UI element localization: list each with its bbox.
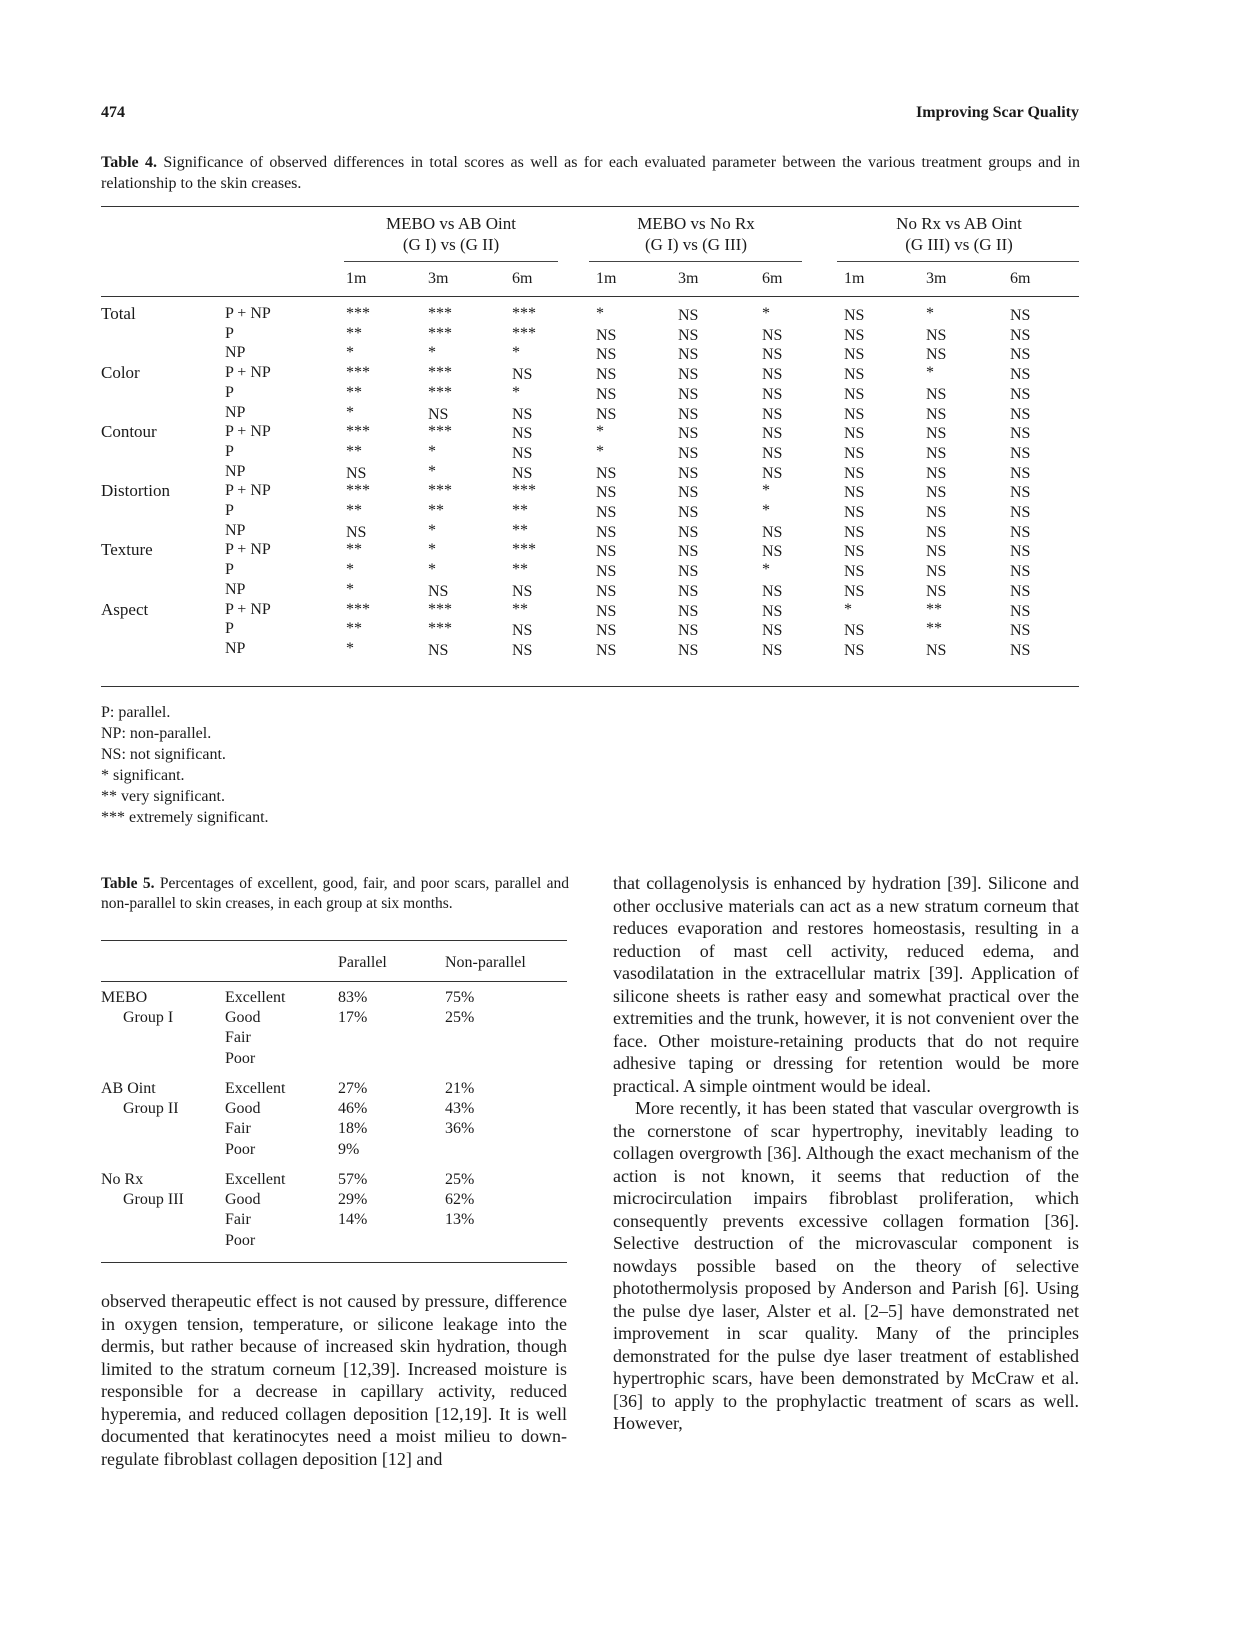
group-label: No Rx [101, 1171, 144, 1188]
group-label: AB Oint [101, 1080, 156, 1097]
significance-cell: NS [346, 523, 367, 541]
significance-cell: ** [926, 600, 942, 618]
significance-cell: NS [844, 346, 865, 364]
running-head: Improving Scar Quality [916, 104, 1079, 121]
nonparallel-value: 62% [445, 1191, 475, 1209]
significance-cell: * [346, 639, 354, 657]
grade-label: Fair [225, 1211, 251, 1229]
top-rule [101, 940, 567, 941]
group-header-line: (G I) vs (G III) [645, 235, 747, 254]
bottom-rule [101, 1262, 567, 1263]
significance-cell: *** [346, 600, 370, 618]
nonparallel-value: 25% [445, 1009, 475, 1027]
significance-cell: * [596, 305, 604, 322]
significance-cell: NS [1010, 346, 1031, 364]
column-header: 3m [926, 270, 947, 287]
significance-cell: * [428, 541, 436, 559]
significance-cell: *** [346, 482, 370, 500]
group-sublabel: Group I [123, 1009, 174, 1027]
body-paragraph: More recently, it has been stated that vascular overgrowth is the cornerstone of scar hypertrophy, inevitably leading to collagen overgrowth [36]. Although the exact mechanism of the action is not known, it seems that reduction of the microcirculation impairs fibroblast proliferation, which consequently prevents excessive collagen formation [36]. Selective destruction of the microvascular component is nowdays possible based on the theory of selective photothermolysis proposed by Anderson and Parish [6]. Using the pulse dye laser, Alster et al. [2–5] have demonstrated net improvement in scar quality. Many of the principles demonstrated for the pulse dye laser treatment of established hypertrophic scars, have been demonstrated by McCraw et al. [36] to apply to the prophylactic treatment of scars as well. However, [613, 1098, 1079, 1433]
table5-caption [101, 874, 569, 914]
subgroup-label: P [225, 561, 234, 579]
legend-item: ** very significant. [101, 788, 225, 805]
significance-cell: NS [1010, 582, 1031, 600]
significance-cell: NS [1010, 444, 1031, 462]
top-rule [101, 206, 1079, 207]
significance-cell: * [512, 383, 520, 401]
significance-cell: NS [596, 523, 617, 541]
significance-cell: NS [1010, 602, 1031, 620]
significance-cell: NS [512, 444, 533, 462]
grade-label: Good [225, 1191, 261, 1209]
significance-cell: *** [428, 423, 452, 441]
significance-cell: NS [926, 346, 947, 364]
nonparallel-value: 36% [445, 1120, 475, 1138]
subgroup-label: P + NP [225, 305, 271, 322]
significance-cell: NS [926, 543, 947, 561]
significance-cell: ** [346, 541, 362, 559]
table4-caption-text: Significance of observed differences in total scores as well as for each evaluated parameter between the various treatment groups and in relationship to the skin creases. [101, 154, 1081, 192]
parallel-value: 29% [338, 1191, 368, 1209]
table4-legend [101, 702, 269, 828]
significance-cell: ** [512, 600, 528, 618]
parallel-value: 17% [338, 1009, 368, 1027]
significance-cell: *** [512, 541, 536, 559]
significance-cell: * [346, 403, 354, 421]
significance-cell: ** [512, 502, 528, 519]
significance-cell: ** [512, 561, 528, 579]
significance-cell: NS [844, 405, 865, 423]
grade-label: Poor [225, 1140, 256, 1158]
significance-cell: * [428, 442, 436, 460]
group-header-line: MEBO vs AB Oint [386, 214, 516, 233]
significance-cell: NS [1010, 543, 1031, 561]
table5-caption-text: Percentages of excellent, good, fair, and poor scars, parallel and non-parallel to skin creases, in each group at six months. [101, 875, 569, 912]
legend-item: * significant. [101, 767, 185, 784]
significance-cell: NS [844, 326, 865, 344]
significance-cell: NS [1010, 464, 1031, 482]
significance-cell: NS [512, 622, 533, 640]
significance-cell: NS [512, 405, 533, 423]
significance-cell: * [596, 423, 604, 441]
subgroup-label: NP [225, 403, 246, 421]
column-header: 6m [762, 270, 783, 287]
significance-cell: NS [762, 425, 783, 443]
significance-cell: NS [844, 425, 865, 443]
subgroup-label: P [225, 620, 234, 638]
significance-cell: NS [512, 582, 533, 600]
grade-label: Fair [225, 1029, 251, 1047]
significance-cell: * [428, 521, 436, 539]
significance-cell: NS [926, 385, 947, 403]
body-paragraph: observed therapeutic effect is not caused by pressure, difference in oxygen tension, temperature, or silicone leakage into the dermis, but rather because of increased skin hydration, though limited to the stratum corneum [12,39]. Increased moisture is responsible for a decrease in capillary activity, reduced hyperemia, and reduced collagen deposition [12,19]. It is well documented that keratinocytes need a moist milieu to down-regulate fibroblast collagen deposition [12] and [101, 1291, 567, 1469]
significance-cell: NS [844, 484, 865, 502]
significance-cell: ** [512, 521, 528, 539]
significance-cell: ** [346, 502, 362, 519]
group-sublabel: Group III [123, 1191, 184, 1209]
parameter-label: Contour [101, 422, 157, 442]
significance-cell: * [346, 344, 354, 362]
significance-cell: NS [1010, 307, 1031, 324]
significance-cell: * [762, 482, 770, 500]
significance-cell: *** [428, 305, 452, 322]
group-header [576, 213, 816, 255]
significance-cell: * [844, 600, 852, 618]
significance-cell: NS [844, 543, 865, 561]
column-header: 1m [346, 270, 367, 287]
significance-cell: NS [596, 346, 617, 364]
significance-cell: * [512, 344, 520, 362]
significance-cell: NS [1010, 523, 1031, 541]
legend-item: *** extremely significant. [101, 809, 269, 826]
legend-item: P: parallel. [101, 704, 171, 721]
significance-cell: NS [346, 464, 367, 482]
significance-cell: NS [762, 543, 783, 561]
parameter-label: Color [101, 363, 140, 383]
column-header: 6m [512, 270, 533, 287]
significance-cell: NS [926, 484, 947, 502]
significance-cell: NS [678, 346, 699, 364]
significance-cell: * [428, 462, 436, 480]
subgroup-label: P + NP [225, 482, 271, 500]
significance-cell: NS [678, 602, 699, 620]
significance-cell: NS [1010, 641, 1031, 659]
significance-cell: NS [762, 464, 783, 482]
significance-cell: NS [926, 405, 947, 423]
significance-cell: *** [428, 383, 452, 401]
significance-cell: NS [678, 385, 699, 403]
significance-cell: NS [1010, 385, 1031, 403]
grade-label: Excellent [225, 1080, 286, 1097]
significance-cell: NS [762, 366, 783, 384]
significance-cell: NS [844, 444, 865, 462]
significance-cell: NS [678, 504, 699, 521]
significance-cell: NS [596, 385, 617, 403]
subgroup-label: P + NP [225, 364, 271, 382]
parameter-label: Aspect [101, 599, 149, 619]
significance-cell: NS [596, 484, 617, 502]
significance-cell: NS [678, 405, 699, 423]
significance-cell: *** [512, 324, 536, 342]
column-header: 3m [428, 270, 449, 287]
significance-cell: NS [1010, 622, 1031, 640]
subgroup-label: P [225, 324, 234, 342]
nonparallel-value: 75% [445, 989, 475, 1006]
subgroup-label: P + NP [225, 541, 271, 559]
significance-cell: ** [346, 383, 362, 401]
table4 [101, 206, 1079, 691]
significance-cell: NS [596, 582, 617, 600]
significance-cell: NS [844, 622, 865, 640]
bottom-rule [101, 686, 1079, 687]
significance-cell: NS [926, 444, 947, 462]
grade-label: Excellent [225, 1171, 286, 1188]
significance-cell: NS [844, 523, 865, 541]
significance-cell: NS [596, 622, 617, 640]
significance-cell: NS [844, 582, 865, 600]
column-header: 1m [844, 270, 865, 287]
subgroup-label: P [225, 502, 234, 519]
column-header: 1m [596, 270, 617, 287]
subgroup-label: NP [225, 639, 246, 657]
significance-cell: * [596, 442, 604, 460]
significance-cell: NS [678, 425, 699, 443]
significance-cell: * [762, 502, 770, 519]
significance-cell: NS [1010, 425, 1031, 443]
grade-label: Poor [225, 1231, 256, 1249]
page-number: 474 [101, 104, 125, 121]
header-rule [101, 296, 1079, 297]
significance-cell: NS [428, 405, 449, 423]
group-header-line: MEBO vs No Rx [637, 214, 755, 233]
table5 [101, 940, 567, 1264]
significance-cell: ** [346, 620, 362, 638]
significance-cell: NS [762, 582, 783, 600]
parallel-value: 14% [338, 1211, 368, 1229]
significance-cell: * [926, 305, 934, 322]
significance-cell: NS [596, 602, 617, 620]
parallel-value: 9% [338, 1140, 360, 1158]
significance-cell: NS [1010, 326, 1031, 344]
nonparallel-value: 13% [445, 1211, 475, 1229]
significance-cell: NS [926, 464, 947, 482]
significance-cell: NS [1010, 484, 1031, 502]
significance-cell: NS [596, 405, 617, 423]
subgroup-label: NP [225, 580, 246, 598]
significance-cell: NS [762, 444, 783, 462]
body-right-column [613, 872, 1079, 1435]
parallel-value: 83% [338, 989, 368, 1006]
grade-label: Poor [225, 1049, 256, 1067]
parameter-label: Texture [101, 540, 153, 560]
significance-cell: NS [428, 582, 449, 600]
significance-cell: NS [678, 523, 699, 541]
grade-label: Good [225, 1100, 261, 1118]
legend-item: NS: not significant. [101, 746, 226, 763]
significance-cell: NS [678, 326, 699, 344]
subgroup-label: P [225, 383, 234, 401]
group-sublabel: Group II [123, 1100, 179, 1118]
significance-cell: NS [512, 366, 533, 384]
significance-cell: NS [762, 385, 783, 403]
significance-cell: * [428, 344, 436, 362]
grade-label: Fair [225, 1120, 251, 1138]
column-header: Non-parallel [445, 954, 526, 971]
subgroup-label: NP [225, 462, 246, 480]
grade-label: Excellent [225, 989, 286, 1006]
significance-cell: NS [678, 444, 699, 462]
column-header: 3m [678, 270, 699, 287]
parameter-label: Distortion [101, 481, 170, 501]
significance-cell: *** [428, 364, 452, 382]
column-header: Parallel [338, 954, 387, 971]
body-paragraph: that collagenolysis is enhanced by hydration [39]. Silicone and other occlusive materials can act as a new stratum corneum that reduces evaporation and restores homeostasis, resulting in a reduction of mast cell activity, reduced edema, and vasodilatation in the extracellular matrix [39]. Application of silicone sheets is rather easy and somewhat practical over the extremities and the trunk, however, it is not convenient over the face. Other moisture-retaining products that do not require adhesive taping or dressing for retention would be more practical. A simple ointment would be ideal. [613, 873, 1079, 1096]
group-label: MEBO [101, 989, 148, 1006]
nonparallel-value: 43% [445, 1100, 475, 1118]
significance-cell: *** [346, 423, 370, 441]
significance-cell: * [346, 580, 354, 598]
group-header [331, 213, 571, 255]
significance-cell: *** [346, 305, 370, 322]
group-header [839, 213, 1079, 255]
significance-cell: * [428, 561, 436, 579]
significance-cell: * [926, 364, 934, 382]
significance-cell: *** [512, 482, 536, 500]
column-header: 6m [1010, 270, 1031, 287]
significance-cell: NS [844, 464, 865, 482]
parameter-label: Total [101, 304, 136, 323]
significance-cell: NS [512, 641, 533, 659]
significance-cell: NS [926, 425, 947, 443]
significance-cell: NS [596, 543, 617, 561]
significance-cell: NS [844, 385, 865, 403]
significance-cell: NS [844, 307, 865, 324]
significance-cell: NS [678, 366, 699, 384]
significance-cell: NS [926, 326, 947, 344]
table4-caption [101, 152, 1080, 194]
parallel-value: 18% [338, 1120, 368, 1138]
significance-cell: NS [678, 641, 699, 659]
significance-cell: * [762, 305, 770, 322]
significance-cell: NS [678, 563, 699, 581]
subgroup-label: P + NP [225, 423, 271, 441]
parallel-value: 46% [338, 1100, 368, 1118]
significance-cell: NS [1010, 504, 1031, 521]
significance-cell: *** [428, 482, 452, 500]
parallel-value: 57% [338, 1171, 368, 1188]
significance-cell: NS [926, 641, 947, 659]
significance-cell: NS [596, 366, 617, 384]
significance-cell: *** [428, 620, 452, 638]
significance-cell: *** [512, 305, 536, 322]
significance-cell: NS [512, 464, 533, 482]
significance-cell: NS [1010, 563, 1031, 581]
group-rule [837, 261, 1079, 262]
significance-cell: NS [596, 464, 617, 482]
significance-cell: NS [596, 504, 617, 521]
significance-cell: NS [844, 504, 865, 521]
body-left-column [101, 1290, 567, 1470]
group-header-line: (G III) vs (G II) [905, 235, 1013, 254]
significance-cell: NS [512, 425, 533, 443]
significance-cell: * [346, 561, 354, 579]
significance-cell: ** [346, 442, 362, 460]
table5-label: Table 5. [101, 875, 155, 892]
grade-label: Good [225, 1009, 261, 1027]
group-rule [344, 261, 558, 262]
significance-cell: ** [926, 620, 942, 638]
significance-cell: NS [678, 543, 699, 561]
nonparallel-value: 25% [445, 1171, 475, 1188]
significance-cell: * [762, 561, 770, 579]
significance-cell: ** [428, 502, 444, 519]
significance-cell: *** [428, 600, 452, 618]
significance-cell: NS [1010, 405, 1031, 423]
significance-cell: NS [926, 563, 947, 581]
significance-cell: NS [762, 641, 783, 659]
group-rule [589, 261, 802, 262]
significance-cell: NS [762, 326, 783, 344]
significance-cell: NS [678, 307, 699, 324]
significance-cell: ** [346, 324, 362, 342]
subgroup-label: P [225, 442, 234, 460]
significance-cell: NS [678, 464, 699, 482]
significance-cell: NS [844, 563, 865, 581]
group-header-line: (G I) vs (G II) [402, 235, 500, 254]
significance-cell: NS [762, 405, 783, 423]
significance-cell: NS [596, 641, 617, 659]
significance-cell: NS [428, 641, 449, 659]
significance-cell: NS [762, 346, 783, 364]
significance-cell: NS [762, 523, 783, 541]
subgroup-label: NP [225, 344, 246, 362]
subgroup-label: NP [225, 521, 246, 539]
significance-cell: NS [762, 602, 783, 620]
significance-cell: NS [1010, 366, 1031, 384]
significance-cell: NS [926, 504, 947, 521]
significance-cell: NS [678, 484, 699, 502]
table4-label: Table 4. [101, 154, 158, 171]
significance-cell: NS [926, 582, 947, 600]
legend-item: NP: non-parallel. [101, 725, 212, 742]
significance-cell: NS [596, 563, 617, 581]
significance-cell: NS [844, 641, 865, 659]
nonparallel-value: 21% [445, 1080, 475, 1097]
significance-cell: NS [844, 366, 865, 384]
header-rule [101, 981, 567, 982]
significance-cell: NS [596, 326, 617, 344]
significance-cell: *** [428, 324, 452, 342]
group-header-line: No Rx vs AB Oint [896, 214, 1022, 233]
parallel-value: 27% [338, 1080, 368, 1097]
significance-cell: NS [678, 582, 699, 600]
significance-cell: NS [762, 622, 783, 640]
significance-cell: NS [926, 523, 947, 541]
significance-cell: *** [346, 364, 370, 382]
significance-cell: NS [678, 622, 699, 640]
subgroup-label: P + NP [225, 600, 271, 618]
